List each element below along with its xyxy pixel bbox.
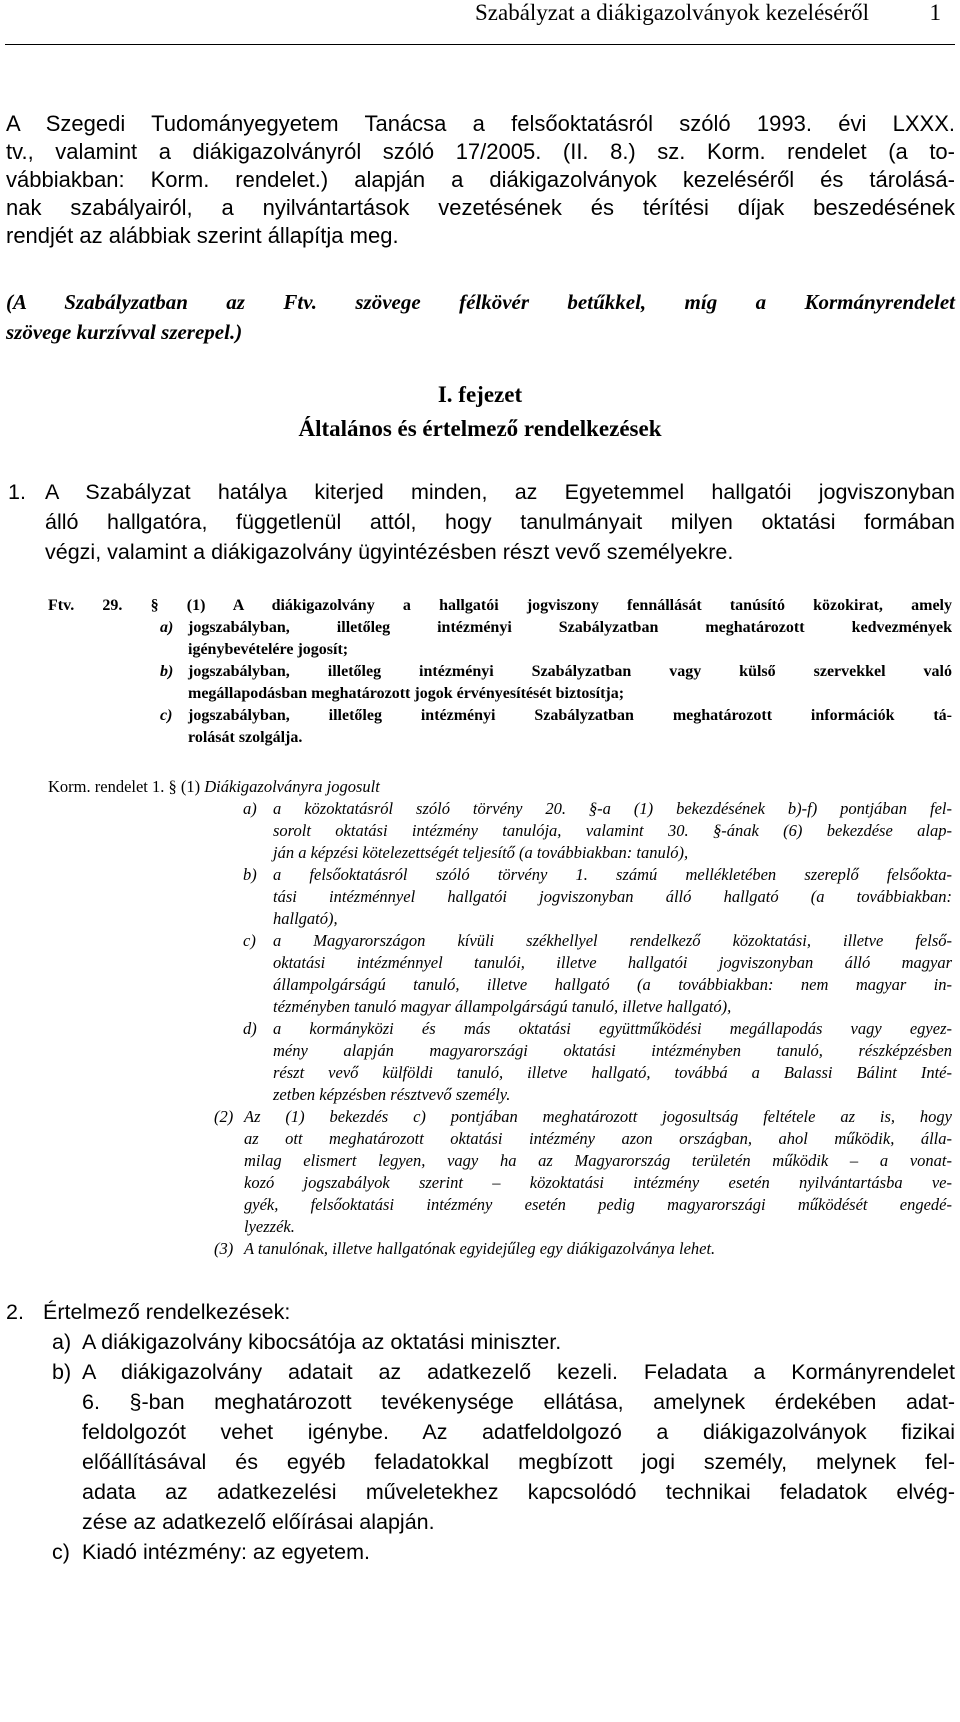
ftv-quote xyxy=(48,595,952,749)
ftv-item xyxy=(160,705,952,749)
item-label: b) xyxy=(160,663,174,680)
item-line: a felsőoktatásról szóló törvény 1. számú mellékletében szereplő felsőokta- xyxy=(273,865,952,884)
paragraph-line: kozó jogszabályok szerint – közoktatási intézmény esetén nyilvántartásba ve- xyxy=(244,1173,952,1192)
korm-paragraph-2 xyxy=(214,1106,952,1238)
item-line: adata az adatkezelési műveletekhez kapcsolódó technikai feladatok elvég- xyxy=(82,1480,955,1504)
definition-item xyxy=(52,1327,955,1357)
item-line: megállapodásban meghatározott jogok érvényesítését biztosítja; xyxy=(188,685,625,702)
paragraph-label: (2) xyxy=(214,1107,234,1126)
item-line: állampolgárságú tanuló, illetve hallgató (a továbbiakban: nem magyar in- xyxy=(273,975,952,994)
item-line: jogszabályban, illetőleg intézményi Szabályzatban meghatározott kedvezmények xyxy=(188,619,952,636)
section-line: A Szabályzat hatálya kiterjed minden, az Egyetemmel hallgatói jogviszonyban xyxy=(45,480,955,504)
item-line: tási intézménnyel hallgatói jogviszonyban álló hallgató (a továbbiakban: xyxy=(273,887,952,906)
intro-line: nak szabályairól, a nyilvántartások vezetésének és térítési díjak beszedésének xyxy=(6,195,955,220)
item-line: részt vevő külföldi tanuló, illetve hallgató, továbbá a Balassi Bálint Inté- xyxy=(273,1063,952,1082)
item-line: zetben képzésben résztvevő személy. xyxy=(273,1085,511,1104)
item-line: feldolgozót vehet igénybe. Az adatfeldolgozó a diákigazolványok fizikai xyxy=(82,1420,955,1444)
running-header xyxy=(5,0,955,45)
item-line: rolását szolgálja. xyxy=(188,729,303,746)
paragraph-label: (3) xyxy=(214,1239,234,1258)
paragraph-line: milag elismert legyen, vagy ha az Magyarország területén működik – a vonat- xyxy=(244,1151,952,1170)
ftv-head: Ftv. 29. § (1) A diákigazolvány a hallgatói jogviszony fennállását tanúsító közokirat, amely xyxy=(48,597,952,614)
definition-item xyxy=(52,1357,955,1537)
item-line: sorolt oktatási intézmény tanulója, valamint 30. §-ának (6) bekezdése alap- xyxy=(273,821,952,840)
item-label: a) xyxy=(52,1330,72,1354)
intro-paragraph xyxy=(6,110,955,250)
note-line: (A Szabályzatban az Ftv. szövege félkövér betűkkel, míg a Kormányrendelet xyxy=(6,290,955,314)
item-label: c) xyxy=(243,931,256,950)
section-2 xyxy=(6,1297,955,1567)
item-line: ján a képzési kötelezettségét teljesítő (a továbbiakban: tanuló), xyxy=(273,843,689,862)
item-line: oktatási intézménnyel tanulói, illetve hallgatói jogviszonyban álló magyar xyxy=(273,953,952,972)
intro-line: A Szegedi Tudományegyetem Tanácsa a felsőoktatásról szóló 1993. évi LXXX. xyxy=(6,111,955,136)
item-label: d) xyxy=(243,1019,257,1038)
ftv-item xyxy=(160,661,952,705)
korm-quote xyxy=(48,776,952,1260)
section-title: Értelmező rendelkezések: xyxy=(43,1300,291,1324)
item-line: jogszabályban, illetőleg intézményi Szabályzatban vagy külső szervekkel való xyxy=(188,663,952,680)
item-label: b) xyxy=(52,1360,72,1384)
paragraph-line: A tanulónak, illetve hallgatónak egyidejűleg egy diákigazolványa lehet. xyxy=(244,1239,716,1258)
intro-line: tv., valamint a diákigazolványról szóló 17/2005. (II. 8.) sz. Korm. rendelet (a to- xyxy=(6,139,955,164)
item-line: mény alapján magyarországi oktatási intézményben tanuló, részképzésben xyxy=(273,1041,952,1060)
ftv-item xyxy=(160,617,952,661)
korm-item xyxy=(243,798,952,864)
item-line: hallgató), xyxy=(273,909,338,928)
section-number: 1. xyxy=(8,480,26,504)
korm-head-text: Diákigazolványra jogosult xyxy=(204,777,380,796)
header-title: Szabályzat a diákigazolványok kezeléséről xyxy=(474,0,869,25)
note-line: szövege kurzívval szerepel.) xyxy=(6,320,243,344)
item-line: 6. §-ban meghatározott tevékenysége ellátása, amelynek érdekében adat- xyxy=(82,1390,955,1414)
item-line: tézményben tanuló magyar állampolgárságú tanuló, illetve hallgató), xyxy=(273,997,732,1016)
paragraph-line: Az (1) bekezdés c) pontjában meghatározott jogosultság feltétele az is, hogy xyxy=(244,1107,952,1126)
chapter-title: Általános és értelmező rendelkezések xyxy=(298,416,662,441)
item-label: c) xyxy=(160,707,173,724)
item-label: a) xyxy=(243,799,257,818)
item-line: igénybevételére jogosít; xyxy=(188,641,349,658)
korm-item xyxy=(243,930,952,1018)
korm-paragraph-3 xyxy=(214,1238,952,1260)
item-line: A diákigazolvány adatait az adatkezelő kezeli. Feladata a Kormányrendelet xyxy=(82,1360,955,1384)
section-1 xyxy=(8,477,955,567)
item-line: a Magyarországon kívüli székhellyel rendelkező közoktatási, illetve felső- xyxy=(273,931,952,950)
item-line: A diákigazolvány kibocsátója az oktatási miniszter. xyxy=(82,1330,562,1354)
chapter-number: I. fejezet xyxy=(437,382,523,407)
korm-head-prefix: Korm. rendelet 1. § (1) xyxy=(48,777,201,796)
section-number: 2. xyxy=(6,1300,24,1324)
item-line: Kiadó intézmény: az egyetem. xyxy=(82,1540,371,1564)
section-line: végzi, valamint a diákigazolvány ügyintézésben részt vevő személyekre. xyxy=(45,540,734,564)
paragraph-line: gyék, felsőoktatási intézmény esetén pedig magyarországi működését engedé- xyxy=(244,1195,952,1214)
page-number: 1 xyxy=(929,0,941,25)
paragraph-line: az ott meghatározott oktatási intézmény azon országban, ahol működik, álla- xyxy=(244,1129,952,1148)
item-line: előállításával és egyéb feladatokkal megbízott jogi személy, melynek fel- xyxy=(82,1450,955,1474)
intro-line: vábbiakban: Korm. rendelet.) alapján a diákigazolványok kezeléséről és tárolásá- xyxy=(6,167,955,192)
item-line: zése az adatkezelő előírásai alapján. xyxy=(82,1510,435,1534)
section-line: álló hallgatóra, függetlenül attól, hogy tanulmányait milyen oktatási formában xyxy=(45,510,955,534)
definition-item xyxy=(52,1537,955,1567)
item-line: jogszabályban, illetőleg intézményi Szabályzatban meghatározott információk tá- xyxy=(188,707,952,724)
item-line: a kormányközi és más oktatási együttműködési megállapodás vagy egyez- xyxy=(273,1019,952,1038)
item-label: c) xyxy=(52,1540,70,1564)
paragraph-line: lyezzék. xyxy=(244,1217,295,1236)
item-label: b) xyxy=(243,865,257,884)
korm-item xyxy=(243,1018,952,1106)
korm-item xyxy=(243,864,952,930)
korm-head xyxy=(48,776,952,798)
item-line: a közoktatásról szóló törvény 20. §-a (1) bekezdésének b)-f) pontjában fel- xyxy=(273,799,952,818)
item-label: a) xyxy=(160,619,174,636)
intro-line: rendjét az alábbiak szerint állapítja meg. xyxy=(6,223,399,248)
formatting-note xyxy=(6,287,955,347)
